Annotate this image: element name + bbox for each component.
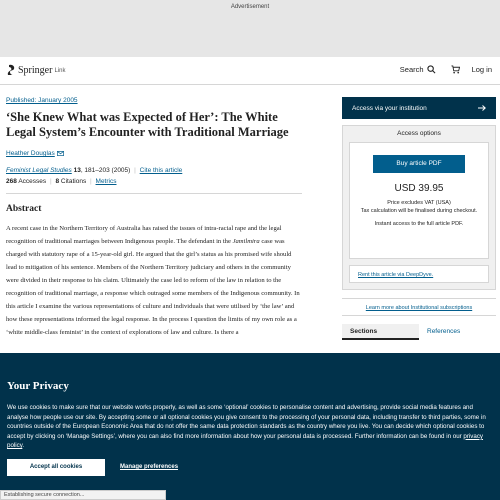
header-actions [400,65,492,74]
learn-more-link[interactable]: Learn more about Institutional subscriptions [342,298,496,316]
buy-article-button[interactable]: Buy article PDF [373,155,465,173]
citations-count: 8 [55,178,60,185]
abstract-heading: Abstract [6,204,42,214]
advertisement-label: Advertisement [230,4,270,10]
cart-icon [451,65,460,74]
tab-sections[interactable]: Sections [342,324,419,340]
separator: | [90,178,92,185]
cart-button[interactable] [448,65,460,74]
sidebar-tabs [342,324,496,340]
search-label: Search [399,65,424,74]
accept-cookies-button[interactable]: Accept all cookies [7,459,105,476]
article-main [6,97,302,339]
search-icon [427,65,436,74]
published-date-link[interactable]: Published: January 2005 [6,97,78,104]
springer-logo[interactable] [6,64,65,76]
tab-references[interactable]: References [419,324,496,340]
access-options-panel [342,125,496,290]
site-header [0,57,500,85]
article-title: ‘She Knew What was Expected of Her’: The White Legal System’s Encounter with Traditional Marriage [6,110,289,139]
buy-box [349,142,489,259]
access-institution-label: Access via your institution [352,104,427,112]
citation-row [6,167,302,174]
manage-preferences-link[interactable]: Manage preferences [120,464,179,470]
divider [6,193,302,194]
author-row [6,150,302,157]
logo-sub: Link [54,68,66,74]
accesses-label: Accesses [18,178,47,185]
author-link[interactable]: Heather Douglas [6,150,55,157]
volume: 13 [73,167,81,174]
price-note: Price excludes VAT (USA) Tax calculation will be finalised during checkout. [360,200,478,214]
email-icon[interactable] [57,151,64,156]
price: USD 39.95 [394,183,444,194]
pages: , 181–203 (2005) [80,167,131,174]
citations-label: Citations [60,178,87,185]
login-link[interactable]: Log in [471,65,492,74]
browser-status-bar: Establishing secure connection... [0,490,166,500]
access-institution-button[interactable] [342,97,496,119]
privacy-policy-link[interactable]: privacy policy [7,432,484,450]
cite-article-link[interactable]: Cite this article [139,167,183,174]
abstract-text: A recent case in the Northern Territory of Australia has raised the issues of intra-racial rape and the legal recognition of traditional marriages between Indigenous people. The defendant in the Jamilmira case was charged with statutory rape of a 15-year-old girl. He argued that the girl’s status as his promised wife should lead to mitigation of his sentence. Members of the Northern Territory judiciary and others in the community were divided in their response to his claim. Ultimately the case led to reform of the law in relation to the recognition of traditional marriage, a response which outraged some members of the Indigenous community. In this article I examine the various representations of culture and individuals that were utilised by ‘the law’ and how these representations informed the legal response. In the process I question the limits of my own role as a ‘white middle-class feminist’ in the context of explorations of law and culture. Is there a [6,225,300,336]
cookie-title: Your Privacy [7,380,69,392]
separator: | [49,178,52,185]
sidebar [342,97,496,340]
journal-link[interactable]: Feminist Legal Studies [6,167,72,174]
instant-access-note: Instant access to the full article PDF. [374,221,464,227]
springer-horse-icon [6,64,16,76]
access-options-heading: Access options [397,130,441,137]
arrow-right-icon [478,105,486,111]
metrics-row [6,178,302,185]
logo-text: Springer [18,64,53,76]
advertisement-area [0,0,500,57]
deepdyve-link[interactable]: Rent this article via DeepDyve. [349,265,489,283]
separator: | [134,167,136,174]
search-button[interactable] [400,65,436,74]
cookie-text: We use cookies to make sure that our website works properly, as well as some ‘optional’ cookies to personalise content and advertising, provide social media features and analyse how people use our site. By accepting some or all optional cookies you give consent to the processing of your personal data, including transfer to third parties, some in countries outside of the European Economic Area that do not offer the same data protection standards as the country where you live. You can decide which optional cookies to accept by clicking on ‘Manage Settings’, where you can also find more information about how your personal data is processed. Further information can be found in our privacy policy. [7,404,486,450]
cookie-banner [0,353,500,500]
accesses-count: 268 [6,178,17,185]
metrics-link[interactable]: Metrics [95,178,117,185]
